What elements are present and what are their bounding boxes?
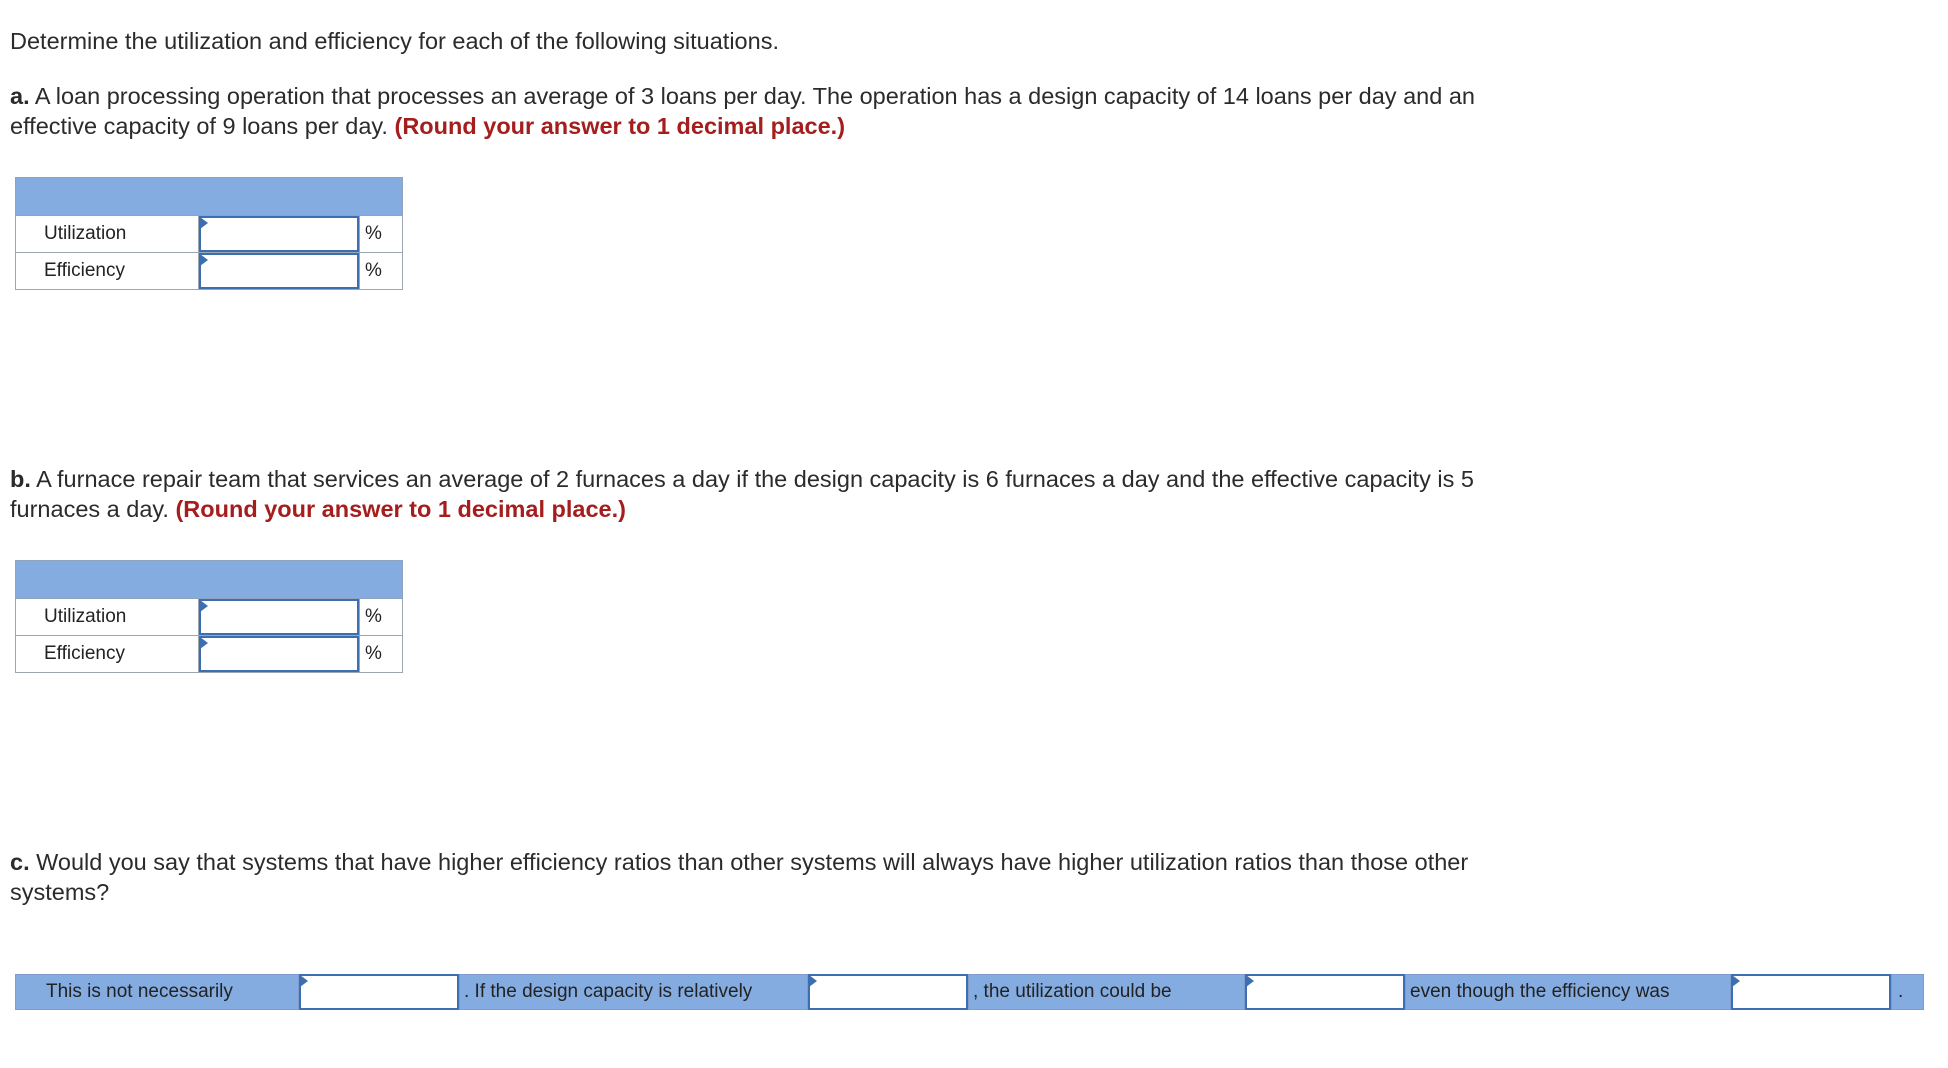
utilization-label: Utilization bbox=[16, 599, 199, 636]
part-b-utilization-input-cell bbox=[199, 599, 360, 636]
part-b-utilization-input[interactable] bbox=[201, 601, 357, 633]
sentence-segment: . bbox=[1891, 974, 1924, 1010]
percent-unit: % bbox=[360, 599, 403, 636]
part-b-utilization-field bbox=[199, 599, 359, 635]
part-a-efficiency-field bbox=[199, 253, 359, 289]
input-flag-icon bbox=[1732, 975, 1740, 987]
table-row bbox=[16, 216, 403, 253]
part-b-label: b. bbox=[10, 466, 31, 492]
input-flag-icon bbox=[300, 975, 308, 987]
part-b-question bbox=[10, 464, 1550, 524]
table-row bbox=[16, 636, 403, 673]
percent-unit: % bbox=[360, 253, 403, 290]
part-a-efficiency-input-cell bbox=[199, 253, 360, 290]
table-row bbox=[16, 253, 403, 290]
sentence-segment: , the utilization could be bbox=[968, 974, 1245, 1010]
table-header-row bbox=[16, 561, 403, 599]
part-a-hint: (Round your answer to 1 decimal place.) bbox=[394, 113, 846, 139]
intro-text: Determine the utilization and efficiency for each of the following situations. bbox=[10, 28, 779, 54]
part-c-input-1[interactable] bbox=[301, 976, 457, 1008]
input-flag-icon bbox=[200, 637, 208, 649]
table-header-row bbox=[16, 178, 403, 216]
part-a-text: A loan processing operation that processes an average of 3 loans per day. The operation has a design capacity of 14 loans per day and an effective capacity of 9 loans per day. bbox=[10, 83, 1475, 139]
part-b-text: A furnace repair team that services an average of 2 furnaces a day if the design capacity is 6 furnaces a day and the effective capacity is 5 furnaces a day. bbox=[10, 466, 1474, 522]
part-b-efficiency-input[interactable] bbox=[201, 638, 357, 670]
part-c-blank-4 bbox=[1731, 974, 1891, 1010]
part-a-utilization-input[interactable] bbox=[201, 218, 357, 250]
part-b-efficiency-field bbox=[199, 636, 359, 672]
part-a-utilization-input-cell bbox=[199, 216, 360, 253]
table-header-cell bbox=[16, 561, 403, 599]
part-b-answer-table bbox=[15, 560, 403, 673]
part-c-fill-in-sentence bbox=[15, 974, 1925, 1010]
table-header-cell bbox=[16, 178, 403, 216]
input-flag-icon bbox=[1246, 975, 1254, 987]
part-c-input-3[interactable] bbox=[1247, 976, 1403, 1008]
part-a-answer-table bbox=[15, 177, 403, 290]
input-flag-icon bbox=[200, 217, 208, 229]
sentence-segment: This is not necessarily bbox=[15, 974, 299, 1010]
part-c-blank-3 bbox=[1245, 974, 1405, 1010]
efficiency-label: Efficiency bbox=[16, 636, 199, 673]
part-a-efficiency-input[interactable] bbox=[201, 255, 357, 287]
part-a-utilization-field bbox=[199, 216, 359, 252]
utilization-label: Utilization bbox=[16, 216, 199, 253]
efficiency-label: Efficiency bbox=[16, 253, 199, 290]
part-c-label: c. bbox=[10, 849, 30, 875]
sentence-segment: . If the design capacity is relatively bbox=[459, 974, 808, 1010]
percent-unit: % bbox=[360, 216, 403, 253]
percent-unit: % bbox=[360, 636, 403, 673]
part-c-question bbox=[10, 847, 1550, 907]
input-flag-icon bbox=[200, 600, 208, 612]
part-c-text: Would you say that systems that have higher efficiency ratios than other systems will always have higher utilization ratios than those other systems? bbox=[10, 849, 1469, 905]
part-c-input-2[interactable] bbox=[810, 976, 966, 1008]
table-row bbox=[16, 599, 403, 636]
part-c-blank-2 bbox=[808, 974, 968, 1010]
part-c-blank-1 bbox=[299, 974, 459, 1010]
part-b-efficiency-input-cell bbox=[199, 636, 360, 673]
input-flag-icon bbox=[809, 975, 817, 987]
input-flag-icon bbox=[200, 254, 208, 266]
part-b-hint: (Round your answer to 1 decimal place.) bbox=[175, 496, 626, 522]
part-a-label: a. bbox=[10, 83, 30, 109]
part-c-input-4[interactable] bbox=[1733, 976, 1889, 1008]
part-a-question bbox=[10, 81, 1550, 141]
sentence-segment: even though the efficiency was bbox=[1405, 974, 1731, 1010]
